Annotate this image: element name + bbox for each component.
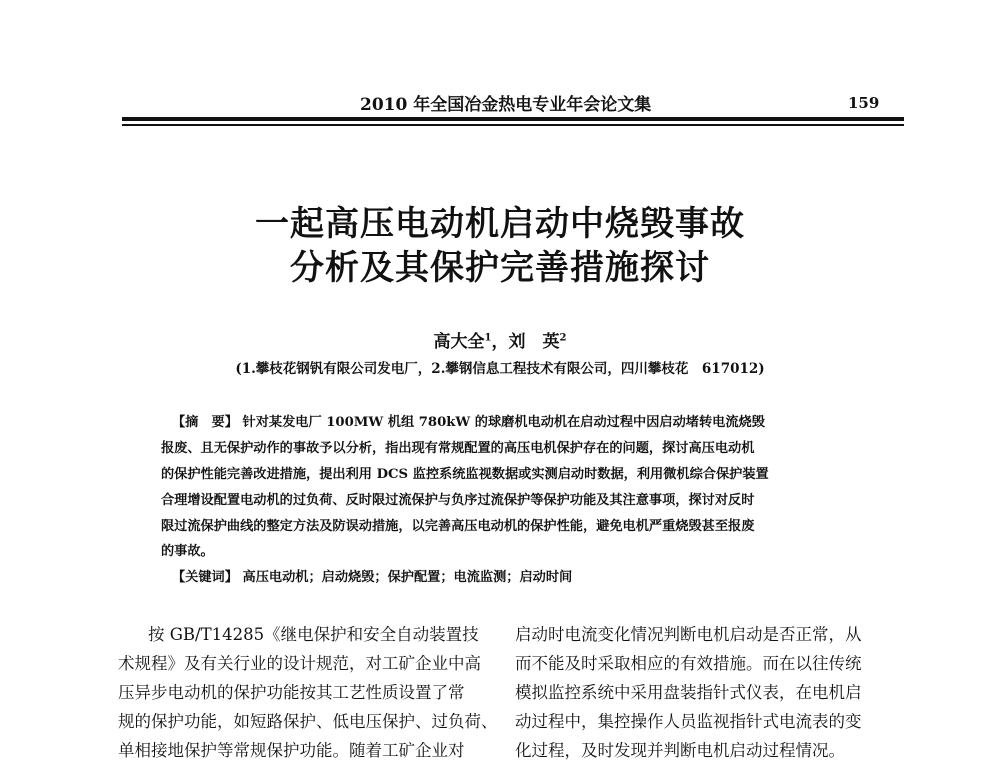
keywords-text: 高压电动机；启动烧毁；保护配置；电流监测；启动时间 <box>242 570 573 585</box>
authors <box>0 327 1000 352</box>
abstract-line: 限过流保护曲线的整定方法及防误动措施，以完善高压电动机的保护性能，避免电机严重烧毁甚至报废 <box>161 519 755 534</box>
body-right-line: 模拟监控系统中采用盘装指针式仪表，在电机启 <box>515 683 862 702</box>
paper-title-line-2: 分析及其保护完善措施探讨 <box>290 248 710 288</box>
body-left-line: 规的保护功能，如短路保护、低电压保护、过负荷、 <box>118 712 498 731</box>
body-right-line: 动过程中，集控操作人员监视指针式电流表的变 <box>515 712 862 731</box>
paper-title-line-1: 一起高压电动机启动中烧毁事故 <box>255 204 745 244</box>
abstract-line: 报废、且无保护动作的事故予以分析，指出现有常规配置的高压电机保护存在的问题，探讨高压电动机 <box>161 441 755 456</box>
body-left-line: 术规程》及有关行业的设计规范，对工矿企业中高 <box>118 654 481 673</box>
body-left-line: 单相接地保护等常规保护功能。随着工矿企业对 <box>118 741 465 760</box>
author-affil-mark: 2 <box>559 332 567 344</box>
author-name: 刘 英 <box>508 332 560 352</box>
body-left-line: 压异步电动机的保护功能按其工艺性质设置了常 <box>118 683 465 702</box>
author-name: 高大全 <box>433 332 485 352</box>
body-right-line: 而不能及时采取相应的有效措施。而在以往传统 <box>515 654 862 673</box>
body-right-line: 化过程，及时发现并判断电机启动过程情况。 <box>515 741 845 760</box>
body-left-line: 按 GB/T14285《继电保护和安全自动装置技 <box>148 625 479 644</box>
body-right-line: 启动时电流变化情况判断电机启动是否正常，从 <box>515 625 862 644</box>
abstract-label: 【摘 要】 <box>172 415 238 430</box>
running-header: 2010 年全国冶金热电专业年会论文集 <box>360 95 652 115</box>
header-rule-thin <box>122 124 904 126</box>
abstract-line: 合理增设配置电动机的过负荷、反时限过流保护与负序过流保护等保护功能及其注意事项，探讨对反时 <box>161 493 755 508</box>
author-affil-mark: 1 <box>484 332 492 344</box>
header-rule-thick <box>122 117 904 121</box>
abstract-line <box>172 414 765 432</box>
page-number: 159 <box>848 94 880 112</box>
keywords-label: 【关键词】 <box>172 570 238 585</box>
abstract-line: 的事故。 <box>161 544 214 559</box>
affiliation: (1.攀枝花钢钒有限公司发电厂，2.攀钢信息工程技术有限公司，四川攀枝花 617012) <box>235 361 765 377</box>
abstract-line: 的保护性能完善改进措施，提出利用 DCS 监控系统监视数据或实测启动时数据，利用微机综合保护装置 <box>161 467 769 482</box>
abstract-text: 针对某发电厂 100MW 机组 780kW 的球磨机电动机在启动过程中因启动堵转电流烧毁 <box>242 415 765 430</box>
author-separator: ， <box>491 332 509 352</box>
keywords <box>172 569 572 587</box>
